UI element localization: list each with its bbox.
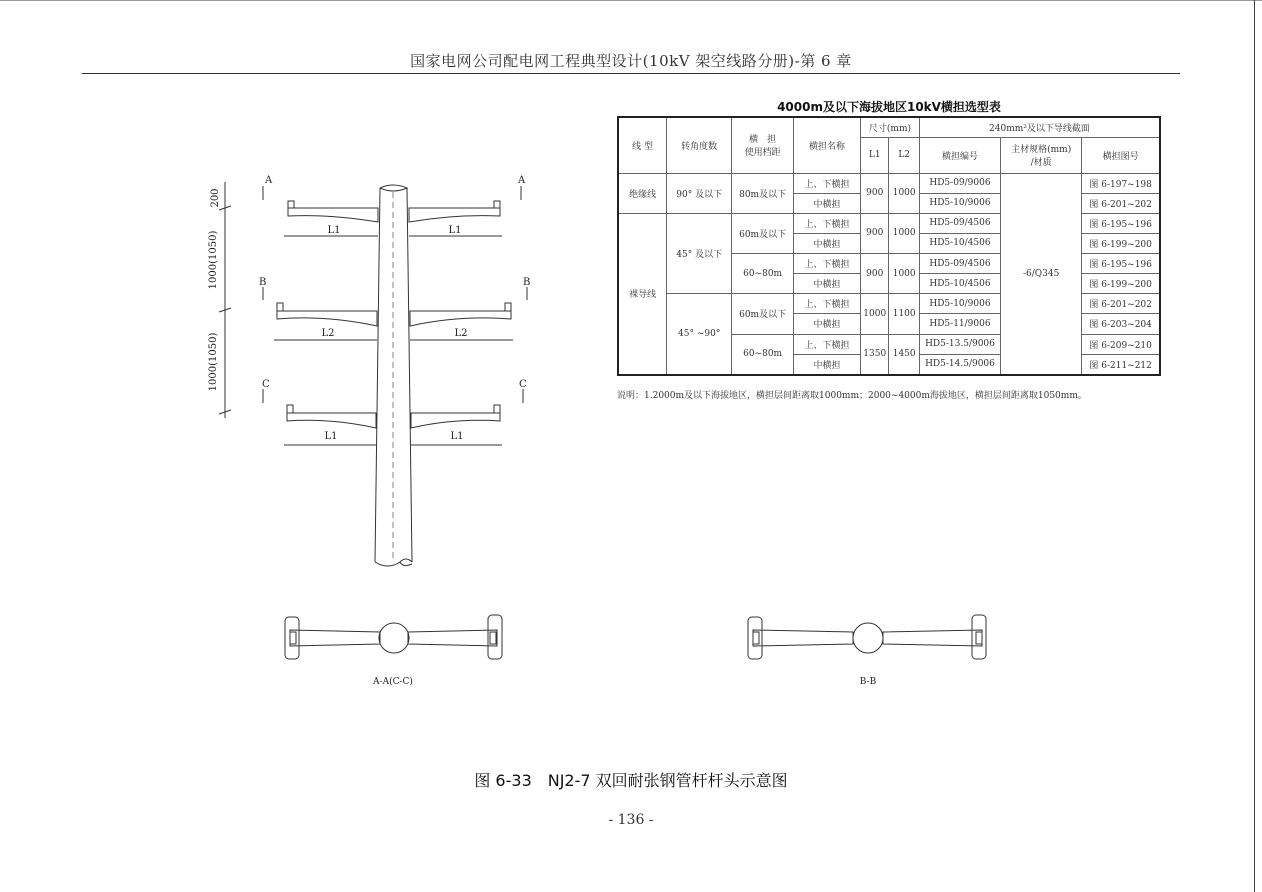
header-size: 尺寸(mm) — [861, 117, 920, 137]
cell-spec: -6/Q345 — [1001, 173, 1082, 375]
section-mark-a-right: A — [518, 175, 526, 186]
cell-name: 上、下横担 — [794, 254, 861, 274]
plan-view-b-b — [748, 615, 986, 659]
header-span-line2: 使用档距 — [744, 148, 781, 159]
steel-pole — [375, 185, 412, 566]
cell-code: HD5-09/9006 — [919, 173, 1000, 193]
cell-name: 上、下横担 — [794, 173, 861, 193]
header-section: 240mm²及以下导线截面 — [919, 117, 1160, 137]
table-title: 4000m及以下海拔地区10kV横担选型表 — [777, 100, 1001, 114]
cell-span-60: 60m及以下 — [732, 213, 794, 253]
length-l1: L1 — [448, 225, 462, 236]
length-l1: L1 — [327, 225, 341, 236]
cell-code: HD5-09/4506 — [919, 254, 1000, 274]
cell-fig: 图 6-199~200 — [1082, 274, 1160, 294]
cell-l2: 1000 — [889, 173, 919, 213]
cell-code: HD5-10/4506 — [919, 274, 1000, 294]
cell-span-80: 80m及以下 — [732, 173, 794, 213]
header-code: 横担编号 — [919, 137, 1000, 173]
header-l2: L2 — [889, 137, 919, 173]
cell-name: 上、下横担 — [794, 294, 861, 314]
cell-name: 上、下横担 — [794, 334, 861, 354]
header-spec-line1: 主材规格(mm) — [1011, 145, 1072, 155]
cell-l2: 1450 — [889, 334, 919, 375]
cell-span-60: 60m及以下 — [732, 294, 794, 334]
length-l1: L1 — [450, 431, 464, 442]
cell-fig: 图 6-195~196 — [1082, 254, 1160, 274]
cell-code: HD5-11/9006 — [919, 314, 1000, 334]
cell-l1: 900 — [861, 173, 889, 213]
plan-caption-left: A-A(C-C) — [373, 677, 413, 687]
cell-fig: 图 6-197~198 — [1082, 173, 1160, 193]
plan-view-a-a — [285, 615, 502, 659]
header-fig: 横担图号 — [1082, 137, 1160, 173]
cell-fig: 图 6-201~202 — [1082, 193, 1160, 213]
cell-l2: 1100 — [889, 294, 919, 334]
header-name: 横担名称 — [794, 117, 861, 173]
header-span-line1: 横 担 — [749, 135, 777, 146]
header-spec-line2: /材质 — [1030, 158, 1052, 168]
cell-name: 中横担 — [794, 193, 861, 213]
cell-code: HD5-10/9006 — [919, 294, 1000, 314]
length-l2: L2 — [454, 328, 468, 339]
header-angle: 转角度数 — [667, 117, 732, 173]
cell-fig: 图 6-211~212 — [1082, 354, 1160, 375]
cell-name: 中横担 — [794, 233, 861, 253]
cell-l1: 1000 — [861, 294, 889, 334]
crossarm-selection-table — [617, 116, 1161, 376]
cell-fig: 图 6-199~200 — [1082, 233, 1160, 253]
cell-code: HD5-10/4506 — [919, 233, 1000, 253]
cell-angle-45: 45° 及以下 — [667, 213, 732, 294]
cell-angle-90: 90° 及以下 — [667, 173, 732, 213]
cell-bare: 裸导线 — [618, 213, 667, 375]
cell-angle-45-90: 45° ~90° — [667, 294, 732, 375]
cell-fig: 图 6-203~204 — [1082, 314, 1160, 334]
cell-fig: 图 6-209~210 — [1082, 334, 1160, 354]
dim-200: 200 — [210, 188, 221, 208]
length-l2: L2 — [321, 328, 335, 339]
header-span — [732, 117, 794, 173]
cell-name: 中横担 — [794, 354, 861, 375]
cell-name: 中横担 — [794, 314, 861, 334]
cell-insulated: 绝缘线 — [618, 173, 667, 213]
section-mark-c-left: C — [262, 379, 270, 390]
cell-name: 中横担 — [794, 274, 861, 294]
header-spec — [1001, 137, 1082, 173]
cell-span-60-80: 60~80m — [732, 334, 794, 375]
header-l1: L1 — [861, 137, 889, 173]
cell-l2: 1000 — [889, 213, 919, 253]
cell-l2: 1000 — [889, 254, 919, 294]
cell-code: HD5-09/4506 — [919, 213, 1000, 233]
cell-code: HD5-10/9006 — [919, 193, 1000, 213]
length-l1: L1 — [324, 431, 338, 442]
crossarm-middle — [274, 303, 513, 340]
cell-fig: 图 6-195~196 — [1082, 213, 1160, 233]
cell-code: HD5-13.5/9006 — [919, 334, 1000, 354]
section-mark-b-right: B — [523, 277, 531, 288]
table-note: 说明：1.2000m及以下海拔地区，横担层间距离取1000mm；2000~4000m海拔地区，横担层间距离取1050mm。 — [617, 391, 1087, 401]
cell-span-60-80: 60~80m — [732, 254, 794, 294]
page-header: 国家电网公司配电网工程典型设计(10kV 架空线路分册)-第 6 章 — [410, 52, 852, 70]
plan-caption-right: B-B — [859, 677, 877, 687]
cell-fig: 图 6-201~202 — [1082, 294, 1160, 314]
section-mark-a-left: A — [265, 175, 273, 186]
dim-1000-upper: 1000(1050) — [208, 230, 219, 290]
section-mark-b-left: B — [259, 277, 267, 288]
header-line-type: 线 型 — [618, 117, 667, 173]
page-number: - 136 - — [608, 812, 654, 828]
cell-name: 上、下横担 — [794, 213, 861, 233]
cell-code: HD5-14.5/9006 — [919, 354, 1000, 375]
cell-l1: 900 — [861, 213, 889, 253]
section-mark-c-right: C — [519, 379, 527, 390]
dim-1000-lower: 1000(1050) — [208, 332, 219, 392]
vertical-dimension — [219, 182, 231, 418]
cell-l1: 900 — [861, 254, 889, 294]
cell-l1: 1350 — [861, 334, 889, 375]
figure-title: 图 6-33 NJ2-7 双回耐张钢管杆杆头示意图 — [474, 771, 788, 790]
